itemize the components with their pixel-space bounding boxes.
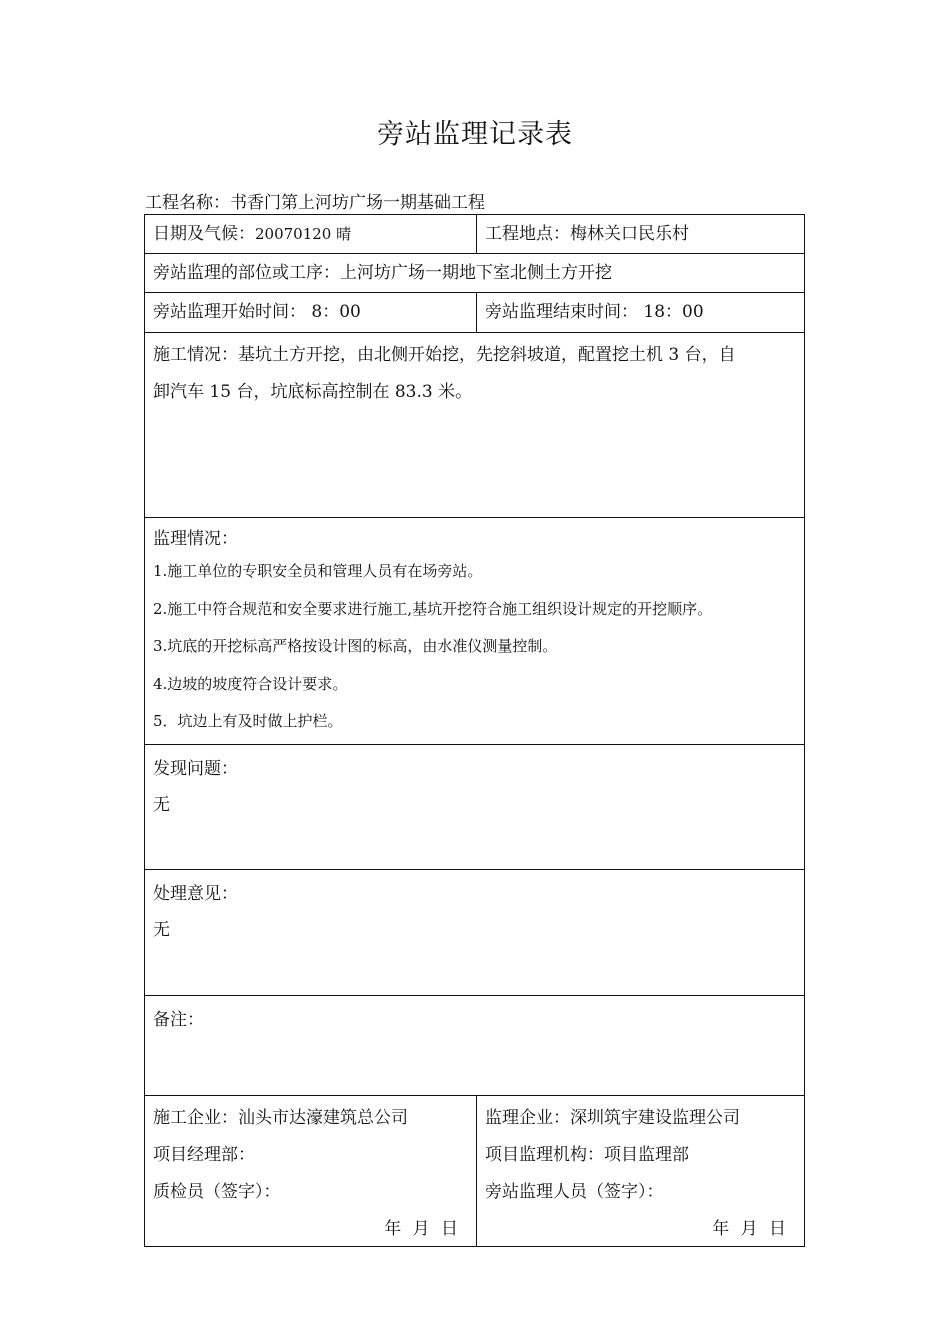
row-handling	[145, 870, 804, 996]
supervision-item: 5．坑边上有及时做上护栏。	[153, 712, 343, 730]
supervision-item: 1.施工单位的专职安全员和管理人员有在场旁站。	[153, 562, 483, 580]
date-weather-cell	[145, 215, 477, 253]
row-part	[145, 254, 804, 293]
supervisor-person: 旁站监理人员（签字）：	[485, 1182, 664, 1202]
issues-label: 发现问题：	[153, 759, 238, 779]
supervision-label: 监理情况：	[153, 529, 238, 549]
supervisor-org: 项目监理机构：项目监理部	[485, 1145, 689, 1165]
remarks-label: 备注：	[153, 1010, 204, 1030]
contractor-inspector: 质检员（签字）：	[153, 1182, 281, 1202]
row-remarks	[145, 996, 804, 1096]
contractor-date: 年 月 日	[384, 1219, 458, 1239]
date-weather-label: 日期及气候：	[153, 224, 255, 244]
contractor-dept: 项目经理部：	[153, 1145, 255, 1165]
issues-value: 无	[153, 795, 170, 815]
start-time-cell: 旁站监理开始时间： 8：00	[145, 293, 477, 332]
end-time-cell: 旁站监理结束时间： 18：00	[485, 302, 704, 322]
handling-label: 处理意见：	[153, 884, 238, 904]
supervision-item: 4.边坡的坡度符合设计要求。	[153, 674, 348, 693]
remarks-cell	[145, 996, 804, 1095]
contractor-company: 施工企业：汕头市达濠建筑总公司	[153, 1108, 408, 1128]
contractor-signoff-cell	[145, 1096, 477, 1246]
supervisor-signoff-cell	[477, 1096, 804, 1246]
supervised-part-cell: 旁站监理的部位或工序：上河坊广场一期地下室北侧土方开挖	[153, 263, 612, 283]
issues-cell	[145, 745, 804, 869]
row-signoff	[145, 1096, 804, 1246]
construction-line-2: 卸汽车 15 台，坑底标高控制在 83.3 米。	[153, 382, 473, 402]
row-date-location	[145, 215, 804, 254]
row-issues	[145, 745, 804, 870]
handling-cell	[145, 870, 804, 995]
row-times	[145, 293, 804, 333]
record-table	[144, 214, 805, 1247]
project-name: 工程名称：书香门第上河坊广场一期基础工程	[145, 193, 485, 213]
location-cell: 工程地点：梅林关口民乐村	[485, 224, 689, 244]
date-weather-value: 20070120 晴	[255, 225, 352, 243]
row-construction	[145, 333, 804, 518]
supervisor-date: 年 月 日	[712, 1219, 786, 1239]
handling-value: 无	[153, 920, 170, 940]
supervisor-company: 监理企业：深圳筑宇建设监理公司	[485, 1108, 740, 1128]
supervision-item: 3.坑底的开挖标高严格按设计图的标高，由水准仪测量控制。	[153, 637, 558, 655]
row-supervision	[145, 518, 804, 745]
construction-line-1: 施工情况：基坑土方开挖，由北侧开始挖，先挖斜坡道，配置挖土机 3 台，自	[153, 345, 736, 365]
supervision-item: 2.施工中符合规范和安全要求进行施工,基坑开挖符合施工组织设计规定的开挖顺序。	[153, 599, 713, 618]
supervision-status-cell	[145, 518, 804, 744]
page-title: 旁站监理记录表	[377, 119, 573, 150]
construction-status-cell	[145, 333, 804, 517]
